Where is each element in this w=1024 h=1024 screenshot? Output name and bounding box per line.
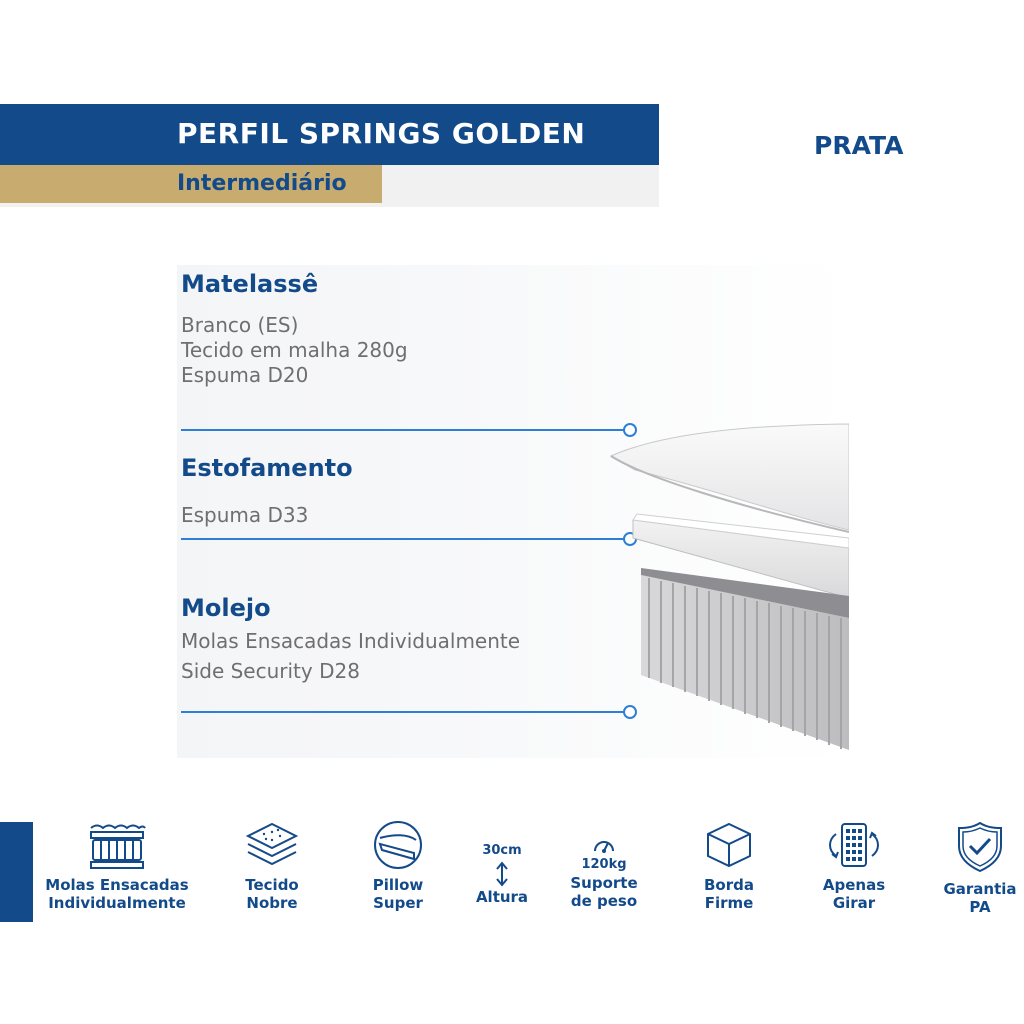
feature-label: Altura bbox=[475, 888, 529, 906]
pocket-springs-icon bbox=[87, 820, 147, 870]
feature-label: Nobre bbox=[246, 894, 298, 912]
feature-weight bbox=[562, 835, 646, 910]
feature-rotate bbox=[814, 820, 894, 912]
weight-icon bbox=[591, 835, 617, 855]
feature-accent-bar bbox=[0, 822, 33, 922]
shield-check-icon bbox=[955, 820, 1005, 874]
layer-divider bbox=[181, 429, 624, 431]
feature-fabric bbox=[232, 820, 312, 912]
feature-label: Suporte bbox=[570, 874, 638, 892]
feature-label: Girar bbox=[832, 894, 876, 912]
feature-pocket-springs bbox=[36, 820, 198, 912]
fabric-layers-icon bbox=[244, 820, 300, 870]
feature-label: Pillow bbox=[372, 876, 424, 894]
feature-label: Tecido bbox=[245, 876, 299, 894]
feature-label: PA bbox=[969, 898, 991, 916]
firmness-label: Intermediário bbox=[177, 171, 347, 196]
feature-label: Individualmente bbox=[48, 894, 186, 912]
box-edge-icon bbox=[704, 820, 754, 870]
tier-label: PRATA bbox=[814, 131, 904, 160]
feature-label: Borda bbox=[704, 876, 754, 894]
layer-title-matelasse: Matelassê bbox=[181, 270, 319, 298]
feature-label: Firme bbox=[704, 894, 754, 912]
height-arrow-icon bbox=[492, 861, 512, 887]
layer-detail: Side Security D28 bbox=[181, 659, 360, 683]
layer-detail: Espuma D33 bbox=[181, 503, 309, 527]
feature-firm-edge bbox=[689, 820, 769, 912]
feature-warranty bbox=[937, 820, 1023, 916]
layer-detail: Branco (ES) bbox=[181, 313, 299, 337]
layer-detail: Espuma D20 bbox=[181, 363, 309, 387]
pillow-icon bbox=[370, 820, 426, 870]
feature-label: Garantia bbox=[943, 880, 1017, 898]
product-title: PERFIL SPRINGS GOLDEN bbox=[177, 117, 586, 150]
feature-label: de peso bbox=[570, 892, 638, 910]
layer-title-molejo: Molejo bbox=[181, 594, 271, 622]
feature-label: Super bbox=[373, 894, 423, 912]
layer-detail: Tecido em malha 280g bbox=[181, 338, 408, 362]
layer-divider bbox=[181, 711, 624, 713]
layer-detail: Molas Ensacadas Individualmente bbox=[181, 629, 521, 653]
feature-label: Apenas bbox=[822, 876, 886, 894]
height-value: 30cm bbox=[482, 843, 522, 858]
feature-pillow bbox=[358, 820, 438, 912]
weight-value: 120kg bbox=[581, 857, 627, 872]
feature-label: Molas Ensacadas bbox=[45, 876, 189, 894]
rotate-icon bbox=[822, 820, 886, 870]
layer-title-estofamento: Estofamento bbox=[181, 454, 353, 482]
feature-height bbox=[462, 842, 542, 906]
layer-divider bbox=[181, 538, 624, 540]
mattress-layers-illustration bbox=[605, 420, 849, 755]
